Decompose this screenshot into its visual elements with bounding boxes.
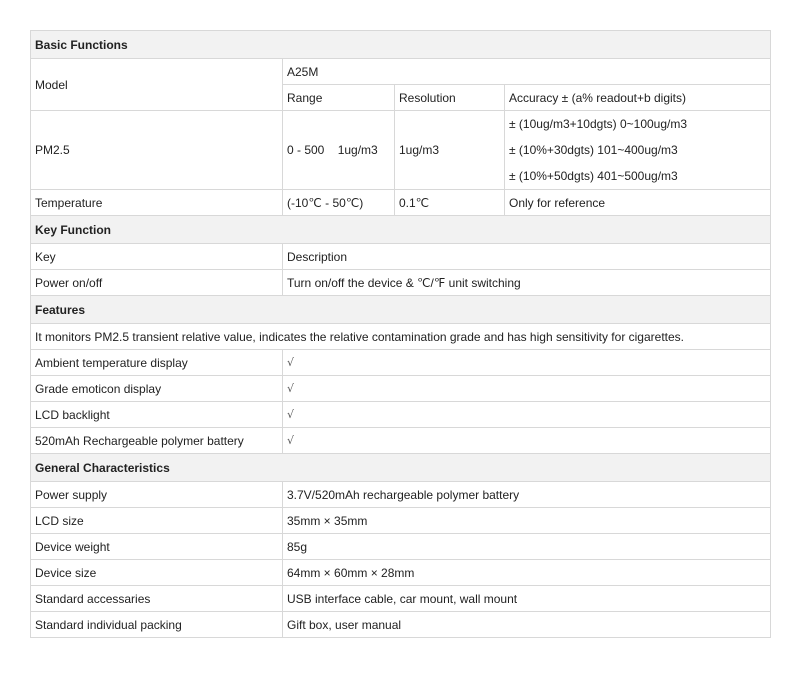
power-key-description: Turn on/off the device & ℃/℉ unit switching — [283, 270, 771, 296]
key-header: Key — [31, 244, 283, 270]
temperature-accuracy: Only for reference — [505, 190, 771, 216]
temperature-row — [31, 190, 771, 216]
pm25-accuracy — [505, 111, 771, 190]
pm25-resolution: 1ug/m3 — [395, 111, 505, 190]
section-features — [31, 296, 771, 324]
general-label: Standard individual packing — [31, 612, 283, 638]
general-value: 3.7V/520mAh rechargeable polymer battery — [283, 482, 771, 508]
feature-label: Grade emoticon display — [31, 376, 283, 402]
section-title: Features — [31, 296, 771, 324]
general-label: Device size — [31, 560, 283, 586]
general-value: 64mm × 60mm × 28mm — [283, 560, 771, 586]
check-mark-icon: √ — [283, 376, 771, 402]
check-mark-icon: √ — [283, 428, 771, 454]
description-header: Description — [283, 244, 771, 270]
section-title: General Characteristics — [31, 454, 771, 482]
spec-table — [30, 30, 771, 638]
feature-row — [31, 402, 771, 428]
general-label: Power supply — [31, 482, 283, 508]
feature-row — [31, 350, 771, 376]
section-basic-functions — [31, 31, 771, 59]
general-value: Gift box, user manual — [283, 612, 771, 638]
general-label: LCD size — [31, 508, 283, 534]
general-label: Device weight — [31, 534, 283, 560]
pm25-label: PM2.5 — [31, 111, 283, 190]
features-description-row — [31, 324, 771, 350]
temperature-range: (-10℃ - 50℃) — [283, 190, 395, 216]
general-value: 85g — [283, 534, 771, 560]
general-row — [31, 560, 771, 586]
temperature-resolution: 0.1℃ — [395, 190, 505, 216]
check-mark-icon: √ — [283, 402, 771, 428]
section-title: Key Function — [31, 216, 771, 244]
model-label: Model — [31, 59, 283, 111]
general-row — [31, 482, 771, 508]
power-key-label: Power on/off — [31, 270, 283, 296]
feature-label: LCD backlight — [31, 402, 283, 428]
pm25-accuracy-line: ± (10%+30dgts) 101~400ug/m3 — [509, 143, 678, 157]
feature-label: 520mAh Rechargeable polymer battery — [31, 428, 283, 454]
section-general-characteristics — [31, 454, 771, 482]
features-description: It monitors PM2.5 transient relative value, indicates the relative contamination grade and has high sensitivity for cigarettes. — [31, 324, 771, 350]
section-key-function — [31, 216, 771, 244]
general-row — [31, 534, 771, 560]
spec-sheet — [30, 30, 770, 638]
general-value: USB interface cable, car mount, wall mount — [283, 586, 771, 612]
model-row — [31, 59, 771, 85]
resolution-header: Resolution — [395, 85, 505, 111]
accuracy-header: Accuracy ± (a% readout+b digits) — [505, 85, 771, 111]
range-header: Range — [283, 85, 395, 111]
general-value: 35mm × 35mm — [283, 508, 771, 534]
general-row — [31, 586, 771, 612]
general-label: Standard accessaries — [31, 586, 283, 612]
temperature-label: Temperature — [31, 190, 283, 216]
general-row — [31, 612, 771, 638]
power-key-row — [31, 270, 771, 296]
section-title: Basic Functions — [31, 31, 771, 59]
feature-label: Ambient temperature display — [31, 350, 283, 376]
pm25-row — [31, 111, 771, 190]
key-header-row — [31, 244, 771, 270]
feature-row — [31, 376, 771, 402]
general-row — [31, 508, 771, 534]
pm25-range: 0 - 500 1ug/m3 — [283, 111, 395, 190]
model-value: A25M — [283, 59, 771, 85]
pm25-accuracy-line: ± (10ug/m3+10dgts) 0~100ug/m3 — [509, 117, 688, 131]
pm25-accuracy-line: ± (10%+50dgts) 401~500ug/m3 — [509, 169, 678, 183]
feature-row — [31, 428, 771, 454]
check-mark-icon: √ — [283, 350, 771, 376]
